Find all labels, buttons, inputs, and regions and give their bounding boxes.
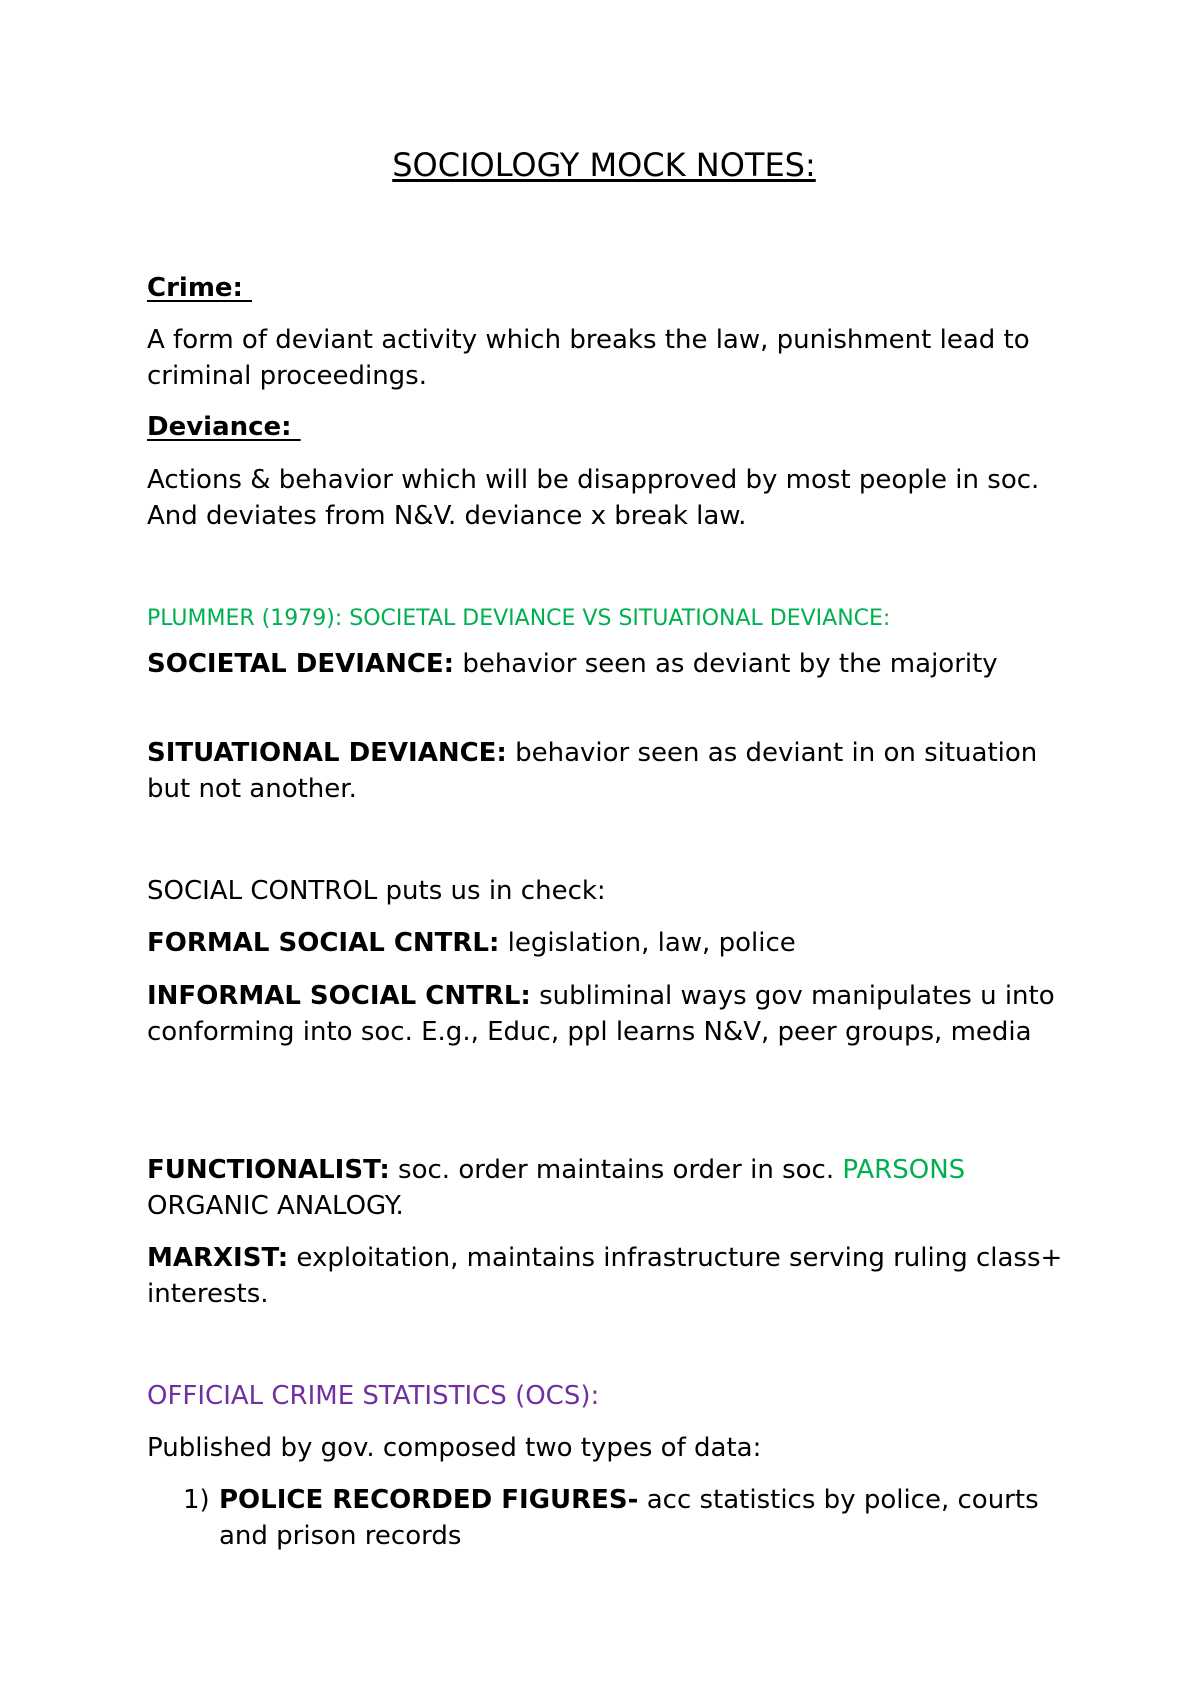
situational-deviance-paragraph	[147, 735, 1067, 807]
marxist-term: MARXIST:	[147, 1243, 289, 1273]
situational-deviance-term: SITUATIONAL DEVIANCE:	[147, 738, 507, 768]
plummer-heading: PLUMMER (1979): SOCIETAL DEVIANCE VS SITUATIONAL DEVIANCE:	[147, 606, 891, 631]
deviance-heading-block	[147, 409, 1067, 445]
parsons-highlight: PARSONS	[842, 1155, 966, 1185]
list-item	[183, 1482, 1043, 1554]
formal-control-paragraph	[147, 925, 1067, 961]
functionalist-text: soc. order maintains order in soc.	[389, 1155, 843, 1185]
list-item-body	[219, 1482, 1043, 1554]
marxist-text: exploitation, maintains infrastructure serving ruling class+ interests.	[147, 1243, 1063, 1309]
societal-deviance-term: SOCIETAL DEVIANCE:	[147, 649, 455, 679]
ocs-intro: Published by gov. composed two types of data:	[147, 1433, 762, 1463]
list-item-number: 1)	[183, 1485, 210, 1515]
police-figures-term: POLICE RECORDED FIGURES-	[219, 1485, 639, 1515]
functionalist-tail: ORGANIC ANALOGY.	[147, 1191, 404, 1221]
deviance-heading: Deviance:	[147, 412, 301, 442]
plummer-heading-block	[147, 599, 1067, 637]
page-title: SOCIOLOGY MOCK NOTES:	[392, 146, 816, 184]
informal-control-paragraph	[147, 978, 1067, 1050]
crime-heading-block	[147, 270, 1067, 306]
ocs-heading: OFFICIAL CRIME STATISTICS (OCS):	[147, 1381, 600, 1411]
formal-control-text: legislation, law, police	[499, 928, 796, 958]
societal-deviance-text: behavior seen as deviant by the majority	[454, 649, 998, 679]
situational-deviance-text: behavior seen as deviant in on situation but not another.	[147, 738, 1038, 804]
crime-heading: Crime:	[147, 273, 252, 303]
marxist-paragraph	[147, 1240, 1067, 1312]
functionalist-paragraph	[147, 1152, 1067, 1224]
societal-deviance-paragraph	[147, 646, 1067, 682]
police-figures-text: acc statistics by police, courts and prison records	[219, 1485, 1039, 1551]
informal-control-text: subliminal ways gov manipulates u into conforming into soc. E.g., Educ, ppl learns N&V, peer groups, media	[147, 981, 1055, 1047]
functionalist-term: FUNCTIONALIST:	[147, 1155, 390, 1185]
formal-control-term: FORMAL SOCIAL CNTRL:	[147, 928, 500, 958]
social-control-intro: SOCIAL CONTROL puts us in check:	[147, 876, 606, 906]
crime-definition: A form of deviant activity which breaks the law, punishment lead to criminal proceedings.	[147, 325, 1030, 391]
informal-control-term: INFORMAL SOCIAL CNTRL:	[147, 981, 531, 1011]
deviance-definition: Actions & behavior which will be disapproved by most people in soc. And deviates from N&V. deviance x break law.	[147, 465, 1040, 531]
